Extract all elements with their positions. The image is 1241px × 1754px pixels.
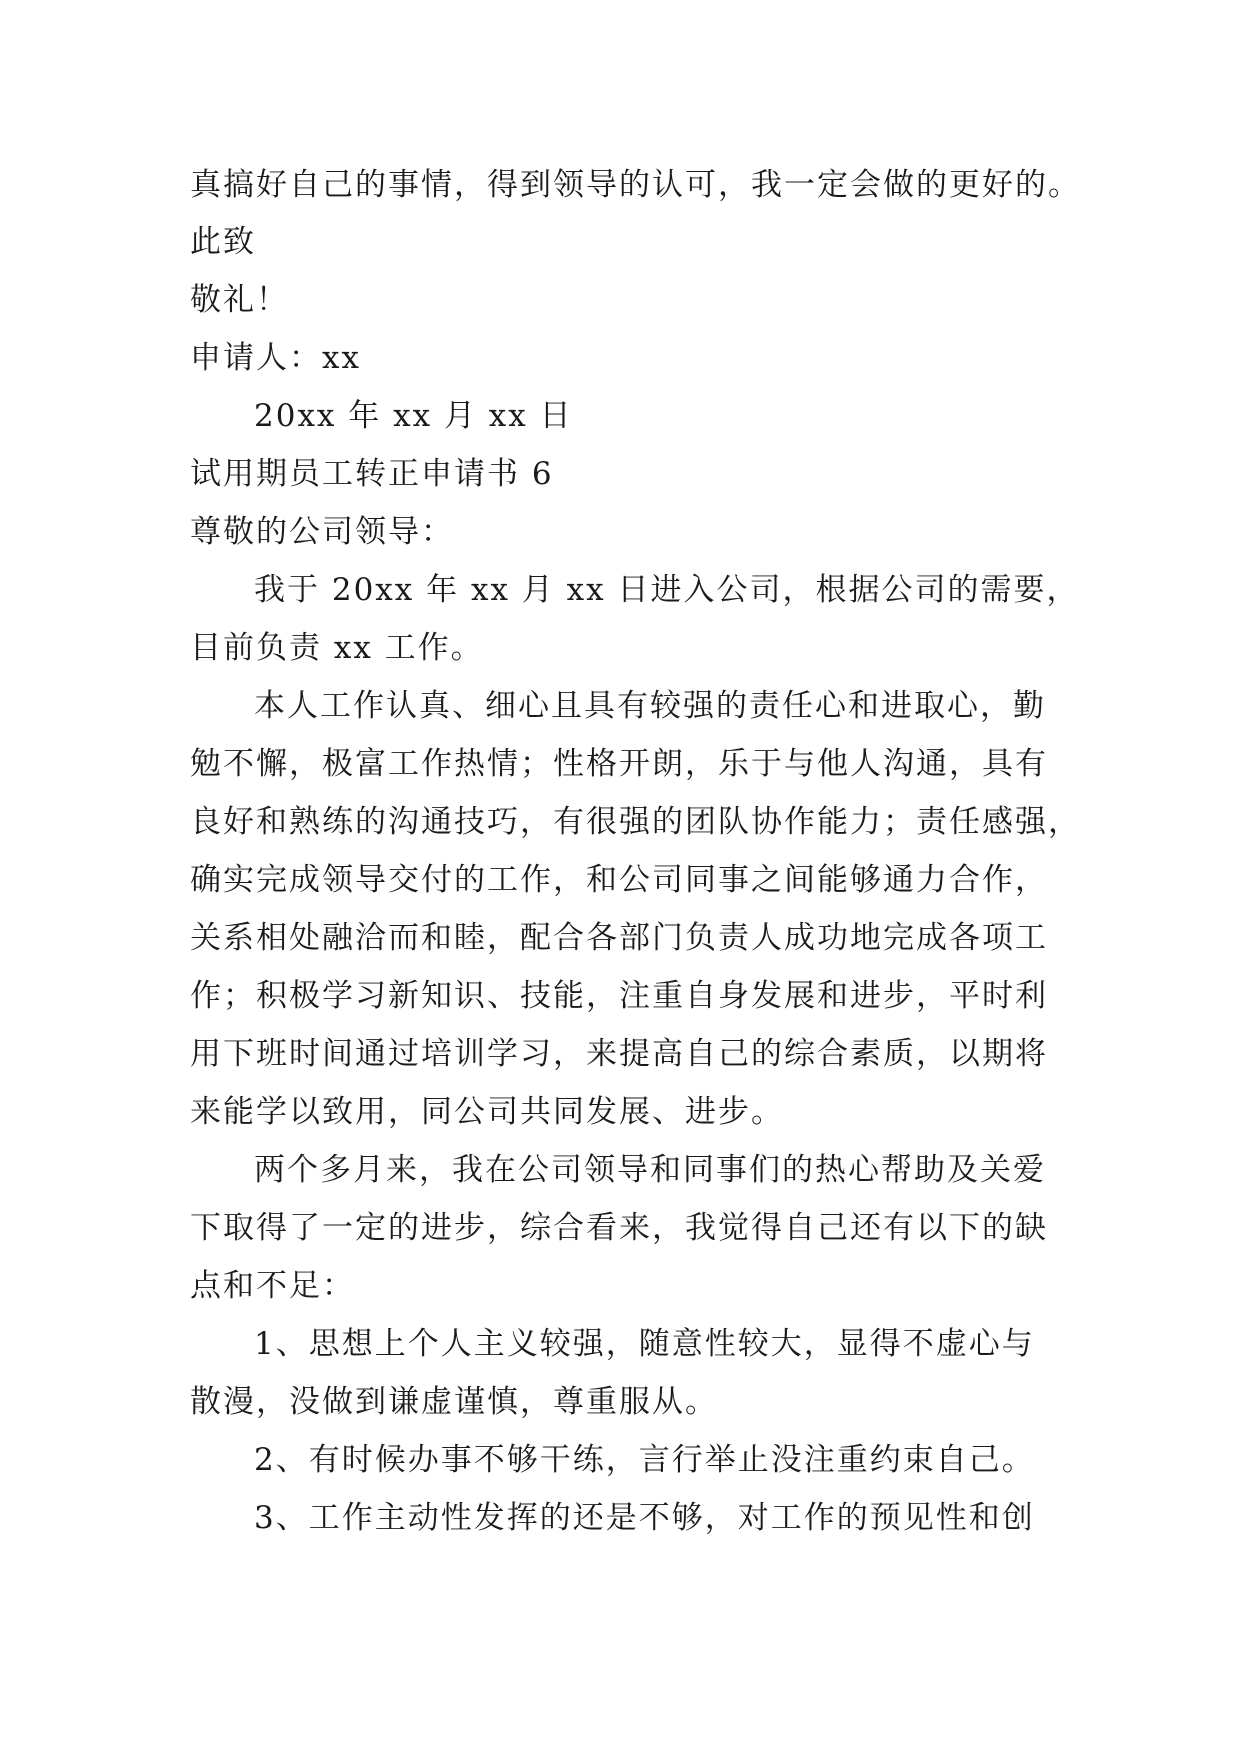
text-line: 来能学以致用，同公司共同发展、进步。 [190,1094,784,1130]
closing-regards: 敬礼！ [190,282,289,318]
section-heading: 试用期员工转正申请书 6 [190,456,554,492]
closing-salutation: 此致 [190,224,256,260]
text-line: 确实完成领导交付的工作，和公司同事之间能够通力合作， [190,862,1048,898]
text-line: 点和不足： [190,1268,355,1304]
text-line: 下取得了一定的进步，综合看来，我觉得自己还有以下的缺 [190,1210,1048,1246]
text-line: 散漫，没做到谦虚谨慎，尊重服从。 [190,1384,718,1420]
list-item: 1、思想上个人主义较强，随意性较大，显得不虚心与 [254,1326,1035,1362]
text-line: 真搞好自己的事情，得到领导的认可，我一定会做的更好的。 [190,167,1081,203]
text-line: 目前负责 xx 工作。 [190,630,484,666]
text-line: 两个多月来，我在公司领导和同事们的热心帮助及关爱 [254,1152,1046,1188]
list-item: 2、有时候办事不够干练，言行举止没注重约束自己。 [254,1442,1035,1478]
text-line: 用下班时间通过培训学习，来提高自己的综合素质，以期将 [190,1036,1048,1072]
applicant-signature: 申请人：xx [190,340,361,376]
list-item: 3、工作主动性发挥的还是不够，对工作的预见性和创 [254,1500,1035,1536]
text-line: 本人工作认真、细心且具有较强的责任心和进取心，勤 [254,688,1046,724]
letter-greeting: 尊敬的公司领导： [190,514,454,550]
date-line: 20xx 年 xx 月 xx 日 [254,398,573,434]
text-line: 勉不懈，极富工作热情；性格开朗，乐于与他人沟通，具有 [190,746,1048,782]
text-line: 作；积极学习新知识、技能，注重自身发展和进步，平时利 [190,978,1048,1014]
text-line: 我于 20xx 年 xx 月 xx 日进入公司，根据公司的需要， [254,572,1080,608]
text-line: 良好和熟练的沟通技巧，有很强的团队协作能力；责任感强， [190,804,1081,840]
text-line: 关系相处融洽而和睦，配合各部门负责人成功地完成各项工 [190,920,1048,956]
